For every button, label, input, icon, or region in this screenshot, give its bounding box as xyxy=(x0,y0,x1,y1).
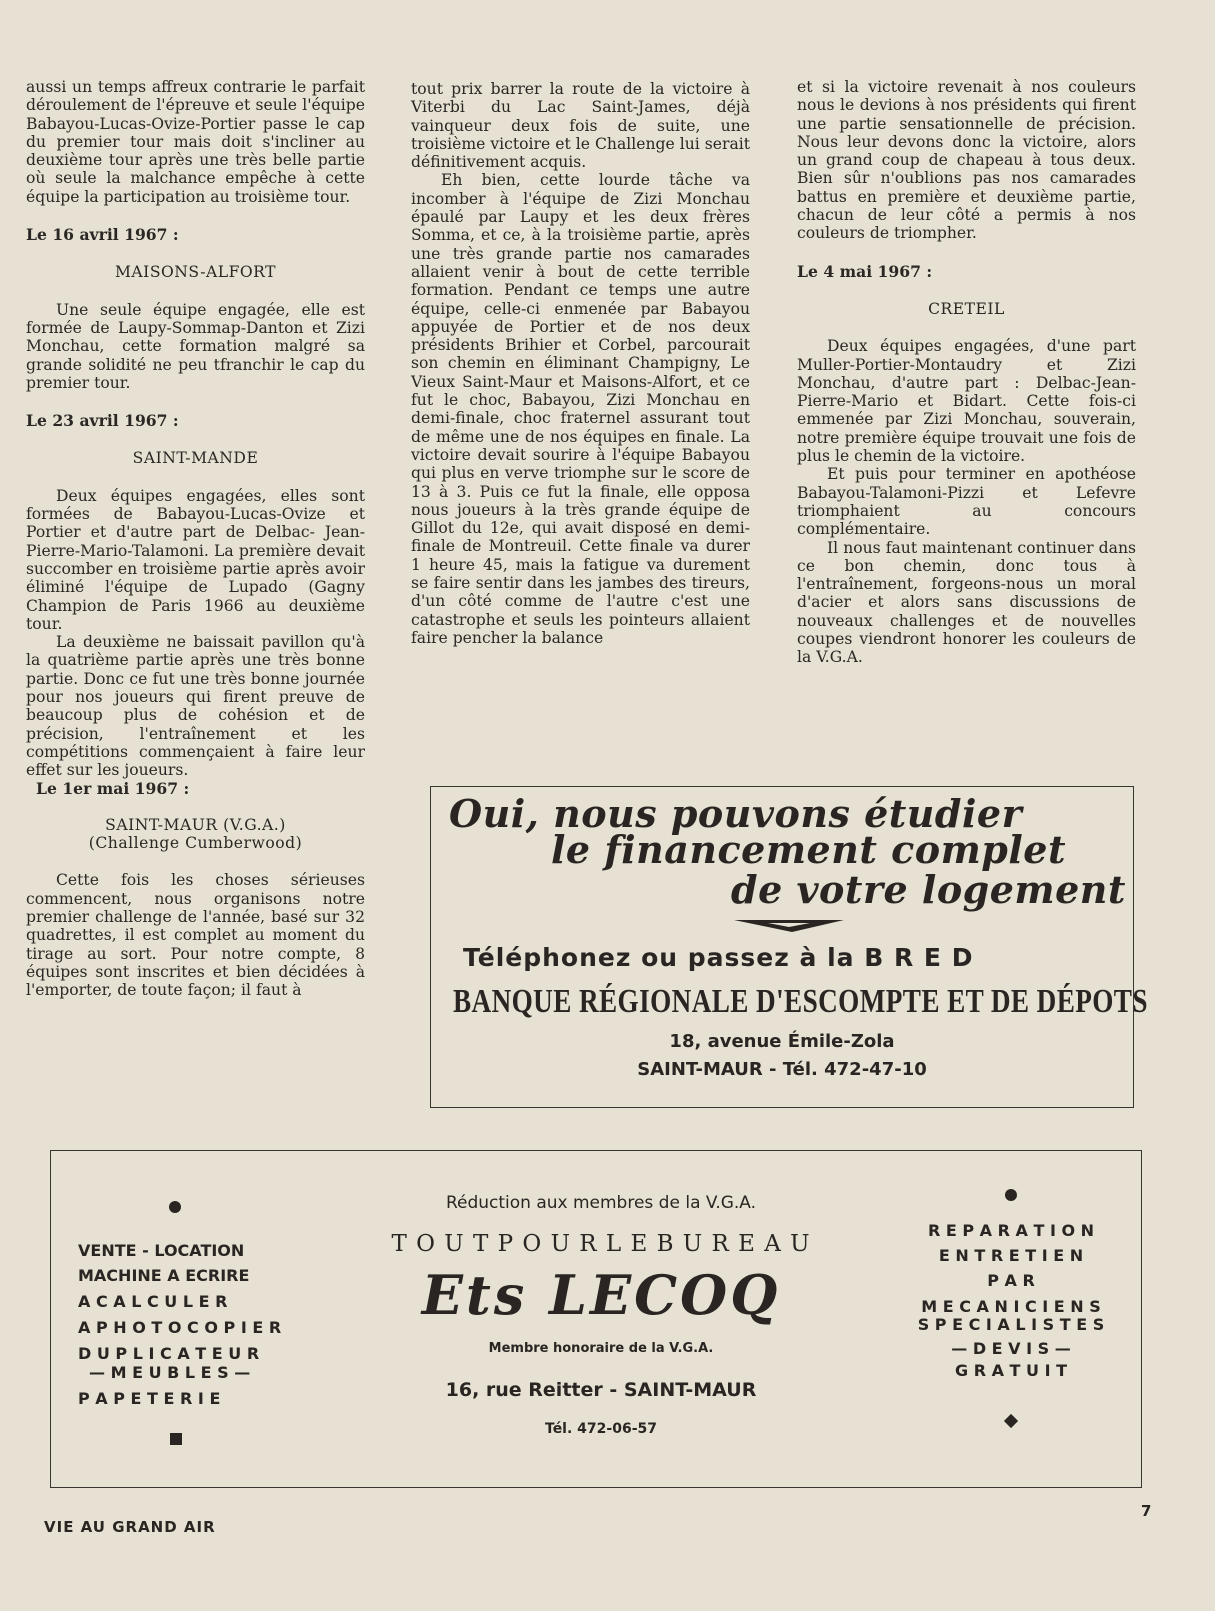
bank-city-phone: SAINT-MAUR - Tél. 472-47-10 xyxy=(637,1059,927,1080)
section-date: Le 23 avril 1967 : xyxy=(26,411,179,431)
right-list-item: P A R xyxy=(987,1271,1035,1290)
bullet-dot-icon xyxy=(169,1201,181,1213)
reduction-note: Réduction aux membres de la V.G.A. xyxy=(445,1193,757,1213)
article-column-3 xyxy=(797,78,1136,667)
section-place: MAISONS-ALFORT xyxy=(114,263,277,282)
diamond-bullet-icon xyxy=(1004,1414,1018,1428)
company-address: 16, rue Reitter - SAINT-MAUR xyxy=(445,1379,757,1401)
right-list-item: R E P A R A T I O N xyxy=(927,1221,1095,1240)
bred-advertisement xyxy=(430,786,1148,1108)
article-column-2 xyxy=(411,80,750,647)
right-list-item: M E C A N I C I E N S xyxy=(921,1297,1101,1316)
right-list-item: S P E C I A L I S T E S xyxy=(917,1315,1105,1334)
left-list-item: P A P E T E R I E xyxy=(78,1389,221,1408)
ad-headline-line-2: le financement complet xyxy=(551,827,1067,872)
arrow-ornament-icon xyxy=(734,917,844,933)
paragraph: tout prix barrer la route de la victoire à Viterbi du Lac Saint-James, déjà vainqueur deux fois de suite, une troisième victoire et le Challenge lui serait définitivement acquis. xyxy=(411,80,750,172)
ad-phone-line: Téléphonez ou passez à la B R E D xyxy=(463,943,974,972)
right-list-item: — D E V I S — xyxy=(951,1339,1071,1358)
company-tagline: T O U T P O U R L E B U R E A U xyxy=(391,1231,811,1257)
company-phone: Tél. 472-06-57 xyxy=(545,1421,657,1437)
left-list-item: — M E U B L E S — xyxy=(89,1363,251,1382)
section-place: SAINT-MAUR (V.G.A.) xyxy=(105,815,286,834)
paragraph: et si la victoire revenait à nos couleurs nous le devions à nos présidents qui firent une partie sensationnelle de précision. Nous leur devons donc la victoire, alors un grand coup de chapeau à tous deux. Bien sûr n'oublions pas nos camarades battus en première et deuxième partie, chacun de leur côté a permis à nos couleurs de triompher. xyxy=(797,78,1136,243)
left-list-item: MACHINE A ECRIRE xyxy=(78,1266,250,1285)
right-list-item: G R A T U I T xyxy=(954,1361,1068,1380)
section-subtitle: (Challenge Cumberwood) xyxy=(88,834,303,853)
paragraph: Et puis pour terminer en apothéose Babayou-Talamoni-Pizzi et Lefevre triomphaient au concours complémentaire. xyxy=(797,465,1136,539)
company-name: Ets LECOQ xyxy=(421,1263,781,1327)
paragraph: Une seule équipe engagée, elle est formée de Laupy-Sommap-Danton et Zizi Monchau, cette formation malgré sa grande solidité ne peu tfranchir le cap du premier tour. xyxy=(26,300,365,392)
membership-note: Membre honoraire de la V.G.A. xyxy=(488,1341,714,1356)
paragraph: Deux équipes engagées, d'une part Muller-Portier-Montaudry et Zizi Monchau, d'autre part : Delbac-Jean-Pierre-Mario et Bidart. Cette fois-ci emmenée par Zizi Monchau, souverain, notre première équipe trouvait une fois de plus le chemin de la victoire. xyxy=(797,337,1136,466)
left-list-item: VENTE - LOCATION xyxy=(78,1241,245,1260)
paragraph: La deuxième ne baissait pavillon qu'à la quatrième partie après une très bonne partie. Donc ce fut une très bonne journée pour nos joueurs qui firent preuve de beaucoup plus de cohésion et de précision, l'entraînement et les compétitions commençaient à faire leur effet sur les joueurs. xyxy=(26,633,365,780)
ad-headline-line-3: de votre logement xyxy=(731,867,1126,912)
left-list-item: A C A L C U L E R xyxy=(78,1292,228,1311)
bank-address: 18, avenue Émile-Zola xyxy=(669,1031,895,1052)
lecoq-advertisement xyxy=(50,1150,1142,1488)
section-date: Le 4 mai 1967 : xyxy=(797,261,933,281)
paragraph: Eh bien, cette lourde tâche va incomber à l'équipe de Zizi Monchau épaulé par Laupy et les deux frères Somma, et ce, à la troisième partie, après une très grande partie nos camarades allaient venir à bout de cette terrible formation. Pendant ce temps une autre équipe, celle-ci enmenée par Babayou appuyée de Portier et de nos deux présidents Brihier et Corbel, parcourait son chemin en éliminant Champigny, Le Vieux Saint-Maur et Maisons-Alfort, et ce fut le choc, Babayou, Zizi Monchau en demi-finale, choc fraternel assurant tout de même une de nos équipes en finale. La victoire devait sourire à l'équipe Babayou qui plus en verve triomphe sur le score de 13 à 3. Puis ce fut la finale, elle opposa nous joueurs à la très grande équipe de Gillot du 12e, qui avait disposé en demi-finale de Montreuil. Cette finale va durer 1 heure 45, mais la fatigue va durement se faire sentir dans les jambes des tireurs, d'un côté comme de l'autre c'est une catastrophe et seuls les pointeurs allaient faire pencher la balance xyxy=(411,171,750,647)
bullet-dot-icon xyxy=(1005,1189,1017,1201)
paragraph: Il nous faut maintenant continuer dans ce bon chemin, donc tous à l'entraînement, forgeons-nous un moral d'acier et alors sans discussions de nouveaux challenges et de nouvelles coupes viendront honorer les couleurs de la V.G.A. xyxy=(797,538,1136,667)
paragraph: Deux équipes engagées, elles sont formées de Babayou-Lucas-Ovize et Portier et d'autre part de Delbac- Jean-Pierre-Mario-Talamoni. La première devait succomber en troisième partie après avoir éliminé l'équipe de Lupado (Gagny Champion de Paris 1966 au deuxième tour. xyxy=(26,486,365,633)
left-list-item: D U P L I C A T E U R xyxy=(78,1344,260,1363)
section-date: Le 16 avril 1967 : xyxy=(26,225,179,245)
paragraph: aussi un temps affreux contrarie le parfait déroulement de l'épreuve et seule l'équipe Babayou-Lucas-Ovize-Portier passe le cap du premier tour mais doit s'incliner au deuxième tour après une très belle partie où seule la malchance empêche à cette équipe la participation au troisième tour. xyxy=(26,78,365,206)
page-number: 7 xyxy=(1141,1502,1152,1520)
magazine-title: VIE AU GRAND AIR xyxy=(44,1518,216,1536)
square-bullet-icon xyxy=(170,1433,182,1445)
section-place: CRETEIL xyxy=(928,299,1005,318)
section-place: SAINT-MANDE xyxy=(132,449,259,468)
paragraph: Cette fois les choses sérieuses commencent, nous organisons notre premier challenge de l'année, basé sur 32 quadrettes, il est complet au moment du tirage au sort. Pour notre compte, 8 équipes sont inscrites et bien décidées à l'emporter, de toute façon; il faut à xyxy=(26,871,365,1000)
article-column-1 xyxy=(26,78,365,999)
section-date: Le 1er mai 1967 : xyxy=(36,778,190,798)
left-list-item: A P H O T O C O P I E R xyxy=(78,1318,282,1337)
right-list-item: E N T R E T I E N xyxy=(938,1246,1084,1265)
ad-headline-line-1: Oui, nous pouvons étudier xyxy=(449,791,1023,836)
bank-name: BANQUE RÉGIONALE D'ESCOMPTE ET DE DÉPOTS xyxy=(453,983,1148,1020)
